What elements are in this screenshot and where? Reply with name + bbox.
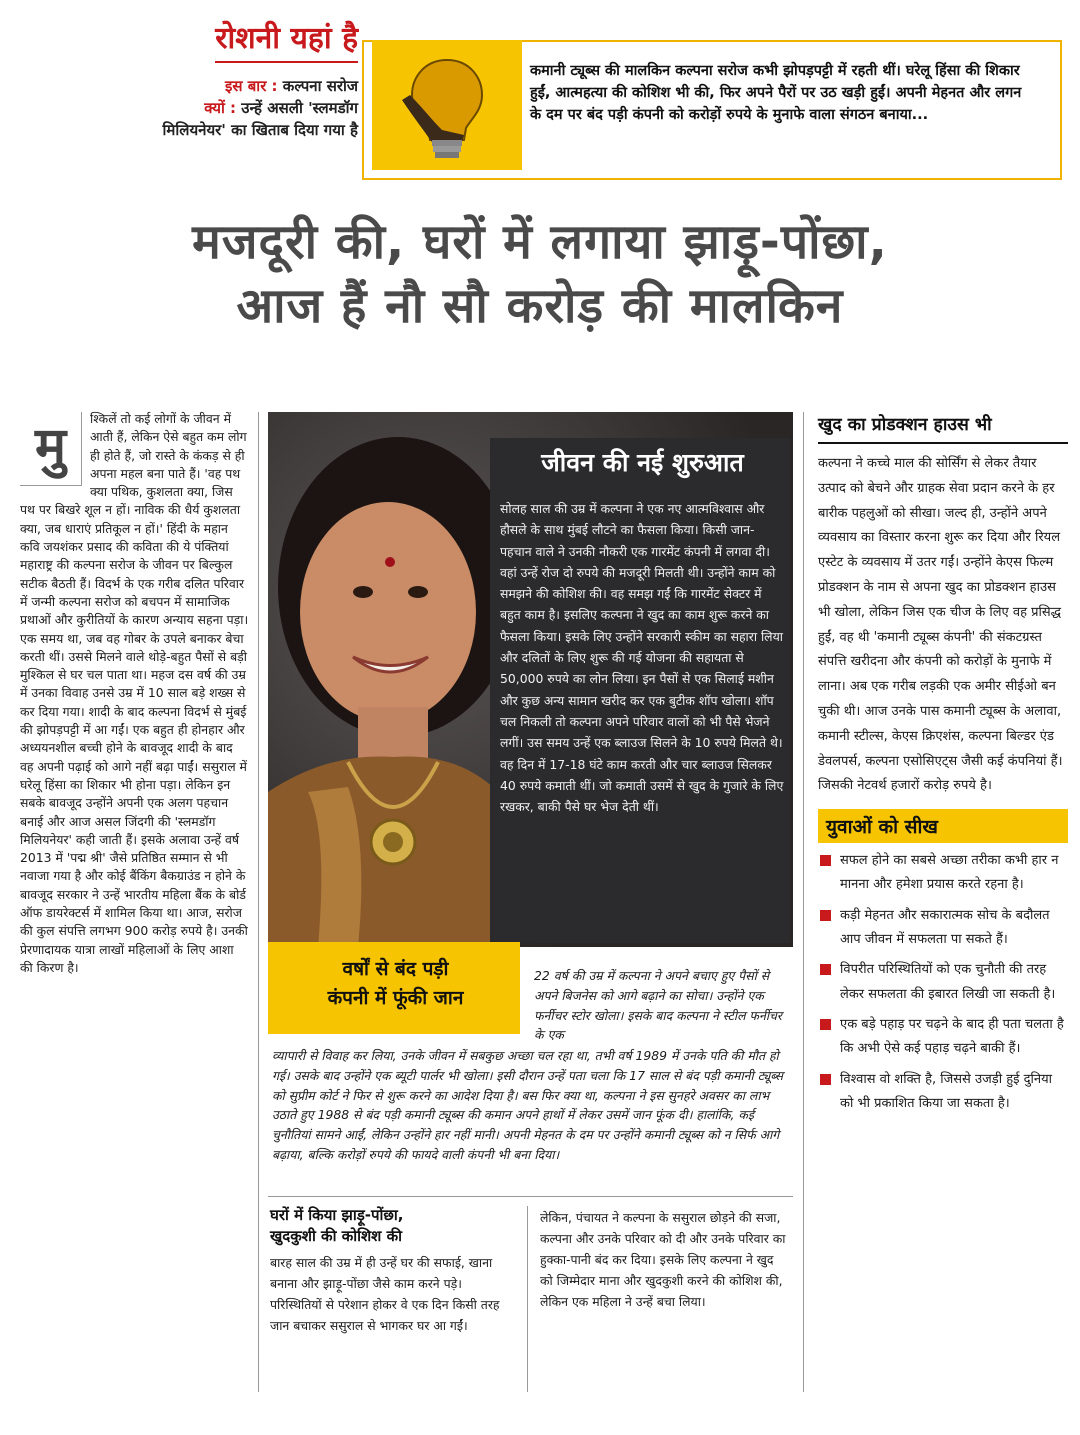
struggle-heading-line-2: खुदकुशी की कोशिश की xyxy=(270,1227,403,1245)
bullet-square-icon xyxy=(820,910,831,921)
revival-heading xyxy=(278,955,513,1013)
main-headline xyxy=(0,210,1080,338)
panel-title: जीवन की नई शुरुआत xyxy=(541,448,744,477)
headline-line-2: आज हैं नौ सौ करोड़ की मालकिन xyxy=(236,278,844,334)
why-label: क्यों : xyxy=(204,99,237,117)
panel-text: सोलह साल की उम्र में कल्पना ने एक नए आत्मविश्वास और हौसले के साथ मुंबई लौटने का फैसला किया। किसी जान-पहचान वाले ने उनकी नौकरी एक गारमेंट कंपनी में लगवा दी। वहां उन्हें रोज दो रुपये की मजदूरी मिलती थी। उन्होंने काम को समझने की कोशिश की। वह समझ गईं कि गारमेंट सेक्टर में बहुत काम है। इसलिए कल्पना ने खुद का काम शुरू करने का फैसला किया। इसके लिए उन्होंने सरकारी स्कीम का सहारा लिया और दलितों के लिए शुरू की गई योजना की सहायता से 50,000 रुपये का लोन लिया। इन पैसों से एक सिलाई मशीन और कुछ अन्य सामान खरीद कर एक बुटीक शॉप खोला। शॉप चल निकली तो कल्पना अपने परिवार वालों को भी पैसे भेजने लगीं। उस समय उन्हें एक ब्लाउज सिलने के 10 रुपये मिलते थे। वह दिन में 17-18 घंटे काम करती और चार ब्लाउज सिलकर 40 रुपये कमाती थीं। जो कमाती उसमें से खुद के गुजारे के लिए रखकर, बाकी पैसे घर भेज देती थीं। xyxy=(500,501,784,815)
section-divider xyxy=(268,1196,793,1197)
struggle-heading xyxy=(270,1205,510,1247)
why-line xyxy=(18,97,358,119)
lesson-item: विपरीत परिस्थितियों को एक चुनौती की तरह लेकर सफलता की इबारत लिखी जा सकती है। xyxy=(818,958,1068,1007)
lessons-list xyxy=(818,849,1068,1116)
left-column xyxy=(20,410,250,977)
bulb-illustration xyxy=(372,40,522,170)
revival-heading-line-2: कंपनी में फूंकी जान xyxy=(327,987,464,1009)
lessons-heading: युवाओं को सीख xyxy=(818,809,1068,843)
lesson-item: सफल होने का सबसे अच्छा तरीका कभी हार न मानना और हमेशा प्रयास करते रहना है। xyxy=(818,849,1068,898)
right-column xyxy=(818,412,1068,1122)
this-time-value: कल्पना सरोज xyxy=(282,77,358,95)
lightbulb-hand-icon xyxy=(372,40,522,170)
struggle-text-1: बारह साल की उम्र में ही उन्हें घर की सफाई, खाना बनाना और झाड़ू-पोंछा जैसे काम करने पड़े। परिस्थितियों से परेशान होकर वे एक दिन किसी तरह जान बचाकर ससुराल से भागकर घर आ गईं। xyxy=(270,1255,500,1333)
bullet-square-icon xyxy=(820,1019,831,1030)
column-divider-right xyxy=(803,412,804,1392)
this-time-line xyxy=(18,75,358,97)
why-line-2: मिलियनेयर' का खिताब दिया गया है xyxy=(162,121,358,139)
why-value: उन्हें असली 'स्लमडॉग xyxy=(241,99,358,117)
left-column-text: श्किलें तो कई लोगों के जीवन में आती हैं, लेकिन ऐसे बहुत कम लोग ही होते हैं, जो रास्ते के कंकड़ से ही अपना महल बना पाते हैं। 'वह पथ क्या पथिक, कुशलता क्या, जिस पथ पर बिखरे शूल न हों। नाविक की धैर्य कुशलता क्या, जब धाराएं प्रतिकूल न हों।' हिंदी के महान कवि जयशंकर प्रसाद की कविता की ये पंक्तियां महाराष्ट्र की कल्पना सरोज के जीवन पर बिल्कुल सटीक बैठती हैं। विदर्भ के एक गरीब दलित परिवार में जन्मी कल्पना सरोज को बचपन में सामाजिक प्रथाओं और कुरीतियों के कारण अन्याय सहना पड़ा। एक समय था, जब वह गोबर के उपले बनाकर बेचा करती थीं। उससे मिलने वाले थोड़े-बहुत पैसों से बड़ी मुश्किल से घर चल पाता था। महज दस वर्ष की उम्र में उनका विवाह उनसे उम्र में 10 साल बड़े शख्स से कर दिया गया। शादी के बाद कल्पना विदर्भ से मुंबई की झोपड़पट्टी में आ गईं। एक बहुत ही होनहार और अध्ययनशील बच्ची होने के बावजूद शादी के बाद वह अपनी पढ़ाई को आगे नहीं बढ़ा पाईं। ससुराल में घरेलू हिंसा का शिकार भी होना पड़ा। लेकिन इन सबके बावजूद उन्होंने अपनी एक अलग पहचान बनाई और आज असल जिंदगी की 'स्लमडॉग मिलियनेयर' कही जाती हैं। इसके अलावा उन्हें वर्ष 2013 में 'पद्म श्री' जैसे प्रतिष्ठित सम्मान से भी नवाजा गया है और कोई बैंकिंग बैकग्राउंड न होने के बावजूद सरकार ने उन्हें भारतीय महिला बैंक के बोर्ड ऑफ डायरेक्टर्स में शामिल किया था। आज, सरोज की कुल संपत्ति लगभग 900 करोड़ रुपये है। उनकी प्रेरणादायक यात्रा लाखों महिलाओं के लिए आशा की किरण है। xyxy=(20,411,249,975)
lesson-item: एक बड़े पहाड़ पर चढ़ने के बाद ही पता चलता है कि अभी ऐसे कई पहाड़ चढ़ने बाकी हैं। xyxy=(818,1013,1068,1062)
headline-line-1: मजदूरी की, घरों में लगाया झाड़ू-पोंछा, xyxy=(192,214,888,270)
dropcap: मु xyxy=(20,412,82,486)
sub-column-divider xyxy=(527,1206,528,1392)
revival-text-main: व्यापारी से विवाह कर लिया, उनके जीवन में सबकुछ अच्छा चल रहा था, तभी वर्ष 1989 में उनके पति की मौत हो गई। उसके बाद उन्होंने एक ब्यूटी पार्लर भी खोला। इसी दौरान उन्हें पता चला कि 17 साल से बंद पड़ी कमानी ट्यूब्स को सुप्रीम कोर्ट ने फिर से शुरू करने का आदेश दिया है। बस फिर क्या था, कल्पना ने इस सुनहरे अवसर का लाभ उठाते हुए 1988 से बंद पड़ी कमानी ट्यूब्स की कमान अपने हाथों में लेकर उसमें जान फूंक दी। हालांकि, कई चुनौतियां सामने आईं, लेकिन उन्होंने हार नहीं मानी। अपनी मेहनत के दम पर उन्होंने कमानी ट्यूब्स को न सिर्फ आगे बढ़ाया, बल्कि करोड़ों रुपये की फायदे वाली कंपनी भी बना दिया। xyxy=(272,1048,783,1162)
brand-title: रोशनी यहां है xyxy=(215,16,358,63)
revival-heading-line-1: वर्षों से बंद पड़ी xyxy=(342,958,449,980)
production-house-heading: खुद का प्रोडक्शन हाउस भी xyxy=(818,412,1068,444)
lesson-item: कड़ी मेहनत और सकारात्मक सोच के बदौलत आप जीवन में सफलता पा सकते हैं। xyxy=(818,904,1068,953)
struggle-heading-line-1: घरों में किया झाड़ू-पोंछा, xyxy=(270,1206,404,1224)
revival-text-intro: 22 वर्ष की उम्र में कल्पना ने अपने बचाए हुए पैसों से अपने बिजनेस को आगे बढ़ाने का सोचा। उन्होंने एक फर्नीचर स्टोर खोला। इसके बाद कल्पना ने स्टील फर्नीचर के एक xyxy=(534,968,782,1043)
column-divider-left xyxy=(258,412,259,1392)
column-brand xyxy=(18,16,358,141)
struggle-text-2: लेकिन, पंचायत ने कल्पना के ससुराल छोड़ने की सजा, कल्पना और उनके परिवार को दी और उनके परिवार का हुक्का-पानी बंद कर दिया। इसके लिए कल्पना ने खुद को जिम्मेदार माना और खुदकुशी करने की कोशिश की, लेकिन एक महिला ने उन्हें बचा लिया। xyxy=(540,1210,786,1309)
bullet-square-icon xyxy=(820,1074,831,1085)
production-house-text: कल्पना ने कच्चे माल की सोर्सिंग से लेकर तैयार उत्पाद को बेचने और ग्राहक सेवा प्रदान करने के हर बारीक पहलुओं को सीखा। जल्द ही, उन्होंने अपने व्यवसाय का विस्तार करना शुरू कर दिया और रियल एस्टेट के व्यवसाय में उतर गईं। उन्होंने केएस फिल्म प्रोडक्शन के नाम से अपना खुद का प्रोडक्शन हाउस भी खोला, लेकिन जिस एक चीज के लिए वह प्रसिद्ध हुईं, वह थी 'कमानी ट्यूब्स कंपनी' की संकटग्रस्त संपत्ति खरीदना और कंपनी को करोड़ों के मुनाफे में लाना। अब एक गरीब लड़की एक अमीर सीईओ बन चुकी थी। आज उनके पास कमानी ट्यूब्स के अलावा, कमानी स्टील्स, केएस क्रिएशंस, कल्पना बिल्डर एंड डेवलपर्स, कल्पना एसोसिएट्स जैसी कई कंपनियां हैं। जिसकी नेटवर्थ हजारों करोड़ रुपये है। xyxy=(818,456,1063,794)
this-time-label: इस बार : xyxy=(225,77,278,95)
lesson-item: विश्वास वो शक्ति है, जिससे उजड़ी हुई दुनिया को भी प्रकाशित किया जा सकता है। xyxy=(818,1068,1068,1117)
teaser-text: कमानी ट्यूब्स की मालकिन कल्पना सरोज कभी झोपड़पट्टी में रहती थीं। घरेलू हिंसा की शिकार हुईं, आत्महत्या की कोशिश भी की, फिर अपने पैरों पर उठ खड़ी हुईं। अपनी मेहनत और लगन के दम पर बंद पड़ी कंपनी को करोड़ों रुपये के मुनाफे वाला संगठन बनाया... xyxy=(530,63,1022,123)
bullet-square-icon xyxy=(820,964,831,975)
bullet-square-icon xyxy=(820,855,831,866)
